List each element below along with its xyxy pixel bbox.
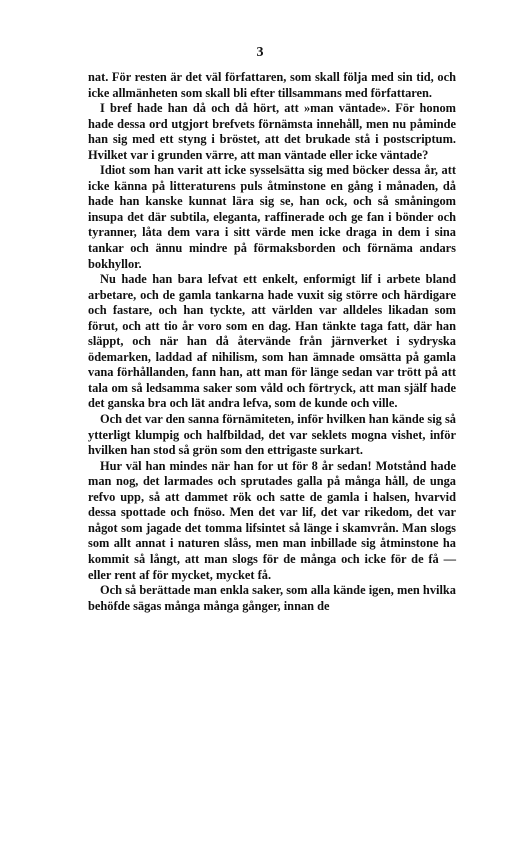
paragraph-3: Idiot som han varit att icke sysselsätta sig med böcker dessa år, att icke känna på litteraturens puls åtminstone en gång i månaden, då hade han kanske kunnat lära sig se, han ock, och så småningom insupa det där subtila, eleganta, raffinerade och ge fan i bönder och tyranner, låta dem vara i sitt värde men icke draga in dem i sina tankar och ännu mindre på förmaksborden och förnäma andars bokhyllor. xyxy=(88,163,456,271)
body-text xyxy=(88,70,456,614)
paragraph-1: nat. För resten är det väl författaren, som skall följa med sin tid, och icke allmänheten som skall bli efter tillsammans med författaren. xyxy=(88,70,456,100)
paragraph-6: Hur väl han mindes när han for ut för 8 år sedan! Motstånd hade man nog, det larmades och sprutades galla på många håll, de unga refvo upp, så att dammet rök och satte de gamla i halsen, hvarvid dessa spottade och fnöso. Men det var lif, det var rikedom, det var något som jagade det tomma lifsintet så länge i skamvrån. Man slogs som allt annat i naturen slåss, men man inbillade sig åtminstone ha kommit så långt, att man slogs för de många och icke för de få — eller rent af för mycket, mycket få. xyxy=(88,458,456,582)
paragraph-2: I bref hade han då och då hört, att »man väntade». För honom hade dessa ord utgjort brefvets förnämsta innehåll, men nu påminde han sig med ett styng i bröstet, att det brukade stå i postscriptum. Hvilket var i grunden värre, att man väntade eller icke väntade? xyxy=(88,101,456,162)
paragraph-7: Och så berättade man enkla saker, som alla kände igen, men hvilka behöfde sägas många många gånger, innan de xyxy=(88,583,456,613)
paragraph-4: Nu hade han bara lefvat ett enkelt, enformigt lif i arbete bland arbetare, och de gamla tankarna hade vuxit sig större och härdigare och fastare, och han tyckte, att världen var alldeles likadan som förut, och att tio år voro som en dag. Han tänkte taga fatt, där han släppt, och när han då återvände från järnverket i sydryska ödemarken, laddad af nihilism, som han ämnade omsätta på gamla vana förhållanden, fann han, att man för länge sedan var trött på att tala om så ledsamma saker som våld och förtryck, att man själf hade det ganska bra och lät andra lefva, som de kunde och ville. xyxy=(88,272,456,411)
page-number: 3 xyxy=(256,45,264,60)
paragraph-5: Och det var den sanna förnämiteten, inför hvilken han kände sig så ytterligt klumpig och halfbildad, det var seklets mogna vishet, inför hvilken han stod så grön som den ettrigaste surkart. xyxy=(88,412,456,458)
